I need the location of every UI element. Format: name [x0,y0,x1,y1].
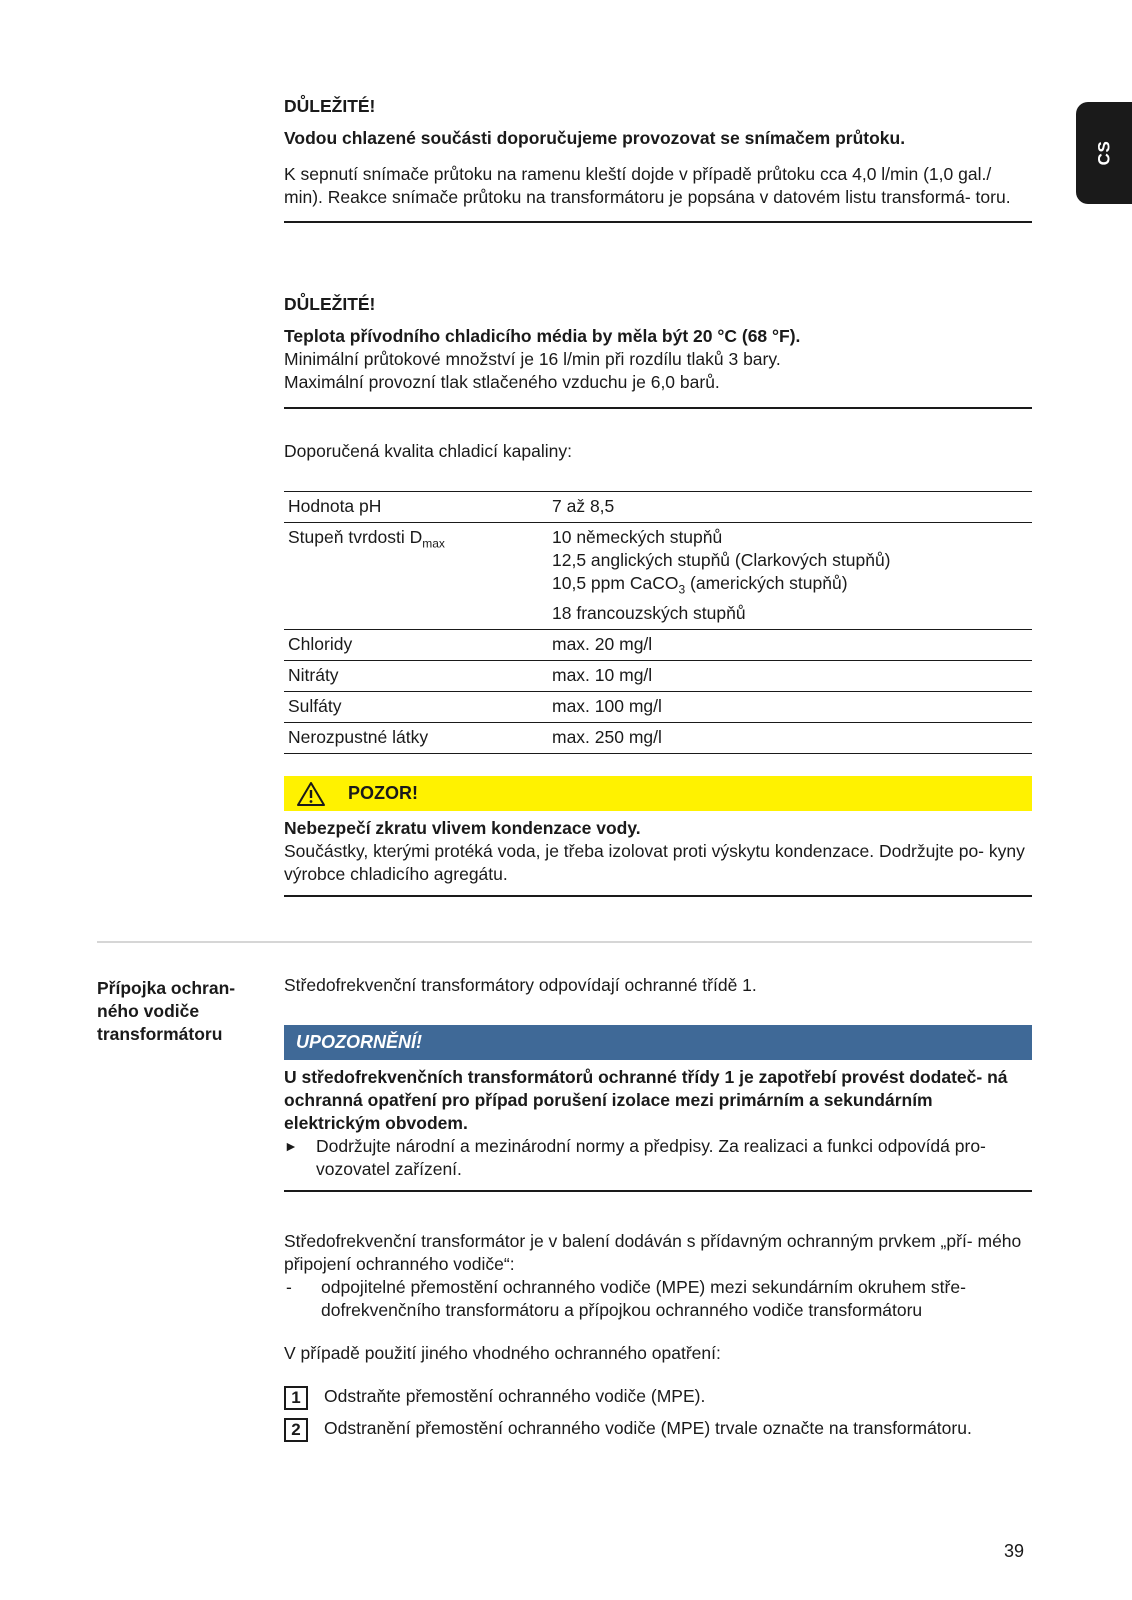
note-important-2 [284,293,1032,409]
caution-box [284,776,1032,897]
caution-text: Součástky, kterými protéká voda, je třeba izolovat proti výskytu kondenzace. Dodržujte po- kyny výrobce chladicího agregátu. [284,840,1032,897]
bullet-arrow-icon: ► [284,1138,298,1154]
warning-triangle-icon [296,781,326,807]
page-number: 39 [1004,1541,1025,1561]
step-text: Odstranění přemostění ochranného vodiče (MPE) trvale označte na transformátoru. [324,1418,972,1438]
coolant-quality-table [284,491,1032,754]
table-cell-label: Nitráty [284,660,548,691]
table-cell-value: max. 20 mg/l [548,629,1032,660]
note-important-1 [284,95,1032,223]
hardness-value-4: 18 francouzských stupňů [552,602,746,623]
table-cell-label: Sulfáty [284,691,548,722]
note1-text: K sepnutí snímače průtoku na ramenu kleští dojde v případě průtoku cca 4,0 l/min (1,0 gal./ min). Reakce snímače průtoku na transformátoru je popsána v datovém listu transformá- toru. [284,163,1032,223]
notice-header [284,1025,1032,1060]
hardness-value-3 [552,572,1028,602]
step-2 [284,1417,1032,1442]
table-cell-value [548,523,1032,630]
hardness-value-3-pre: 10,5 ppm CaCO [552,573,679,593]
other-measure-text: V případě použití jiného vhodného ochranného opatření: [284,1343,721,1363]
hardness-subscript: max [422,536,445,551]
table-row [284,523,1032,630]
table-cell-value: max. 250 mg/l [548,722,1032,753]
step-text: Odstraňte přemostění ochranného vodiče (MPE). [324,1386,706,1406]
notice-label: UPOZORNĚNÍ! [296,1032,422,1052]
note1-bold-line: Vodou chlazené součásti doporučujeme provozovat se snímačem průtoku. [284,128,906,148]
language-tab [1076,102,1132,204]
note2-bold-line: Teplota přívodního chladicího média by měla být 20 °C (68 °F). [284,326,801,346]
note2-line1: Minimální průtokové množství je 16 l/min při rozdílu tlaků 3 bary. [284,349,781,369]
delivery-text: Středofrekvenční transformátor je v balení dodáván s přídavným ochranným prvkem „pří- mého připojení ochranného vodiče“: [284,1231,1022,1274]
table-cell-label: Nerozpustné látky [284,722,548,753]
dash-marker: - [286,1277,292,1297]
hardness-value-3-post: (amerických stupňů) [685,573,848,593]
table-cell-label: Hodnota pH [284,492,548,523]
delivery-item-text: odpojitelné přemostění ochranného vodiče (MPE) mezi sekundárním okruhem stře- dofrekvenčního transformátoru a přípojkou ochranného vodiče transformátoru [321,1277,966,1320]
table-row [284,492,1032,523]
section-divider [97,941,1032,943]
language-tab-label: CS [1094,140,1114,166]
table-row [284,691,1032,722]
table-cell-label: Chloridy [284,629,548,660]
table-cell-label [284,523,548,630]
note2-body [284,348,1032,409]
section-intro: Středofrekvenční transformátory odpovídají ochranné třídě 1. [284,975,757,995]
section-side-title: Přípojka ochran- ného vodiče transformátoru [97,978,236,1044]
delivery-paragraph [284,1230,1032,1322]
notice-bullet [284,1135,1032,1192]
note2-line2: Maximální provozní tlak stlačeného vzduchu je 6,0 barů. [284,372,720,392]
notice-bold-text: U středofrekvenčních transformátorů ochranné třídy 1 je zapotřebí provést dodateč- ná ochranná opatření pro případ porušení izolace mezi primárním a sekundárním elektrickým obvodem. [284,1067,1008,1133]
step-number: 1 [284,1386,308,1410]
steps-list [284,1385,1032,1449]
step-1 [284,1385,1032,1410]
table-cell-value: max. 100 mg/l [548,691,1032,722]
note2-heading: DŮLEŽITÉ! [284,294,376,314]
caution-header [284,776,1032,811]
step-number: 2 [284,1418,308,1442]
hardness-label: Stupeň tvrdosti D [288,527,423,547]
note1-heading: DŮLEŽITÉ! [284,96,376,116]
hardness-value-3-sub: 3 [678,582,686,597]
list-item [284,1276,1032,1322]
table-cell-value: 7 až 8,5 [548,492,1032,523]
notice-box [284,1025,1032,1192]
table-row [284,629,1032,660]
table-row [284,660,1032,691]
caution-bold-line: Nebezpečí zkratu vlivem kondenzace vody. [284,818,641,838]
table-cell-value: max. 10 mg/l [548,660,1032,691]
caution-label: POZOR! [348,783,418,803]
hardness-value-1: 10 německých stupňů [552,527,723,547]
quality-intro: Doporučená kvalita chladicí kapaliny: [284,441,572,461]
table-row [284,722,1032,753]
notice-bullet-text: Dodržujte národní a mezinárodní normy a předpisy. Za realizaci a funkci odpovídá pro- vozovatel zařízení. [316,1136,986,1179]
hardness-value-2: 12,5 anglických stupňů (Clarkových stupňů) [552,550,891,570]
